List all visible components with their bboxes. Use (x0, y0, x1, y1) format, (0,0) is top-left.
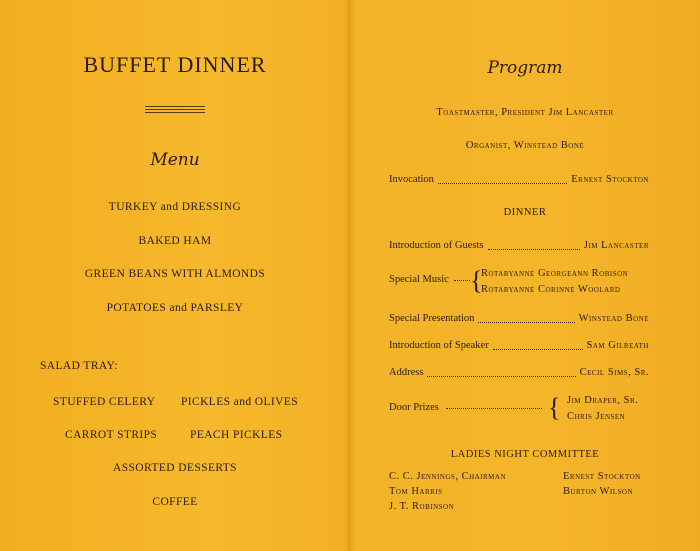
row-label: Special Presentation (389, 313, 475, 324)
brace-icon: { (548, 393, 561, 422)
door-prize-winner: Jim Draper, Sr. (567, 395, 639, 406)
brace-icon: { (470, 266, 483, 295)
salad-item: PICKLES and OLIVES (181, 396, 299, 408)
row-value: Jim Lancaster (583, 240, 649, 251)
organist-line: Organist, Winstead Bone (465, 140, 585, 151)
dot-leader (454, 280, 470, 281)
salad-item: STUFFED CELERY (53, 396, 156, 408)
row-label: Introduction of Speaker (389, 340, 489, 351)
program-row-presentation (389, 313, 649, 324)
dot-leader (488, 241, 580, 250)
program-row-address (389, 367, 649, 378)
program-row-guests (389, 240, 649, 251)
row-label: Invocation (389, 174, 434, 185)
door-prize-winner: Chris Jensen (567, 411, 626, 422)
menu-item: BAKED HAM (138, 235, 212, 247)
menu-heading: Menu (150, 150, 200, 170)
committee-member: C. C. Jennings, Chairman (389, 471, 507, 482)
door-prizes-label: Door Prizes (389, 402, 439, 413)
committee-member: J. T. Robinson (389, 501, 455, 512)
row-label: Address (389, 367, 424, 378)
special-music-label: Special Music (389, 274, 449, 285)
music-performer: Rotaryanne Georgeann Robison (481, 268, 629, 279)
program-row-invocation (389, 174, 649, 185)
dot-leader (427, 368, 575, 377)
dot-leader (493, 341, 583, 350)
dot-leader (478, 314, 574, 323)
row-value: Ernest Stockton (571, 174, 649, 185)
committee-member: Tom Harris (389, 486, 443, 497)
committee-member: Ernest Stockton (563, 471, 641, 482)
toastmaster-line: Toastmaster, President Jim Lancaster (436, 107, 614, 118)
row-label: Introduction of Guests (389, 240, 484, 251)
program-row-speaker (389, 340, 649, 351)
program-heading: Program (487, 58, 563, 78)
salad-item: PEACH PICKLES (190, 429, 283, 441)
menu-item: GREEN BEANS WITH ALMONDS (84, 268, 266, 280)
committee-member: Burton Wilson (563, 486, 634, 497)
dot-leader (438, 175, 567, 184)
page-title: BUFFET DINNER (83, 52, 267, 77)
row-value: Cecil Sims, Sr. (579, 367, 649, 378)
dinner-heading: DINNER (503, 207, 547, 218)
ornament-divider (145, 104, 205, 115)
menu-item: TURKEY and DRESSING (108, 201, 242, 213)
music-performer: Rotaryanne Corinne Woolard (481, 284, 621, 295)
row-value: Winstead Bone (578, 313, 649, 324)
menu-item: POTATOES and PARSLEY (106, 302, 244, 314)
desserts-item: ASSORTED DESSERTS (113, 462, 237, 474)
dot-leader (446, 408, 542, 409)
row-value: Sam Gilreath (586, 340, 649, 351)
coffee-item: COFFEE (152, 496, 198, 508)
salad-label: SALAD TRAY: (40, 360, 118, 372)
committee-heading: LADIES NIGHT COMMITTEE (450, 449, 600, 460)
salad-item: CARROT STRIPS (65, 429, 158, 441)
